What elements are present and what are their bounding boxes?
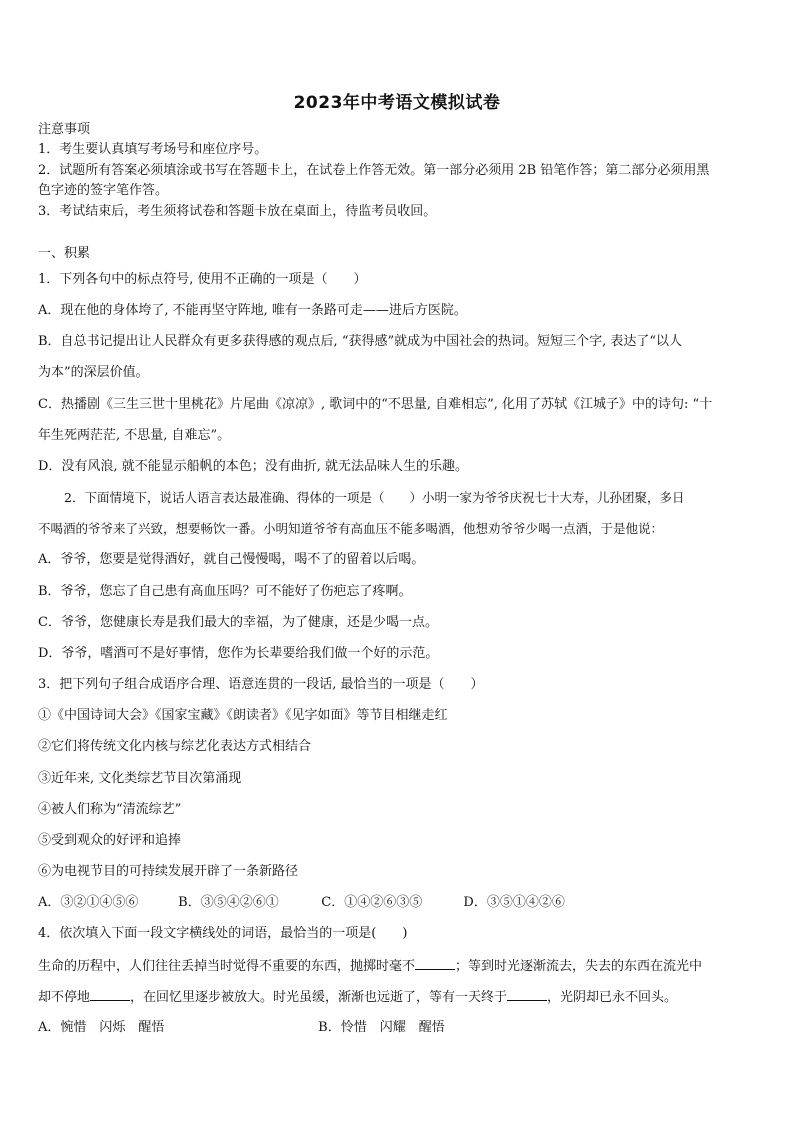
- q3-sentence-2: ②它们将传统文化内核与综艺化表达方式相结合: [38, 739, 312, 754]
- q3-sentence-3: ③近年来, 文化类综艺节目次第涌现: [38, 771, 242, 786]
- q4-passage-text: ，在回忆里逐步被放大。时光虽缓，渐渐也远逝了，等有一天终于: [130, 990, 508, 1005]
- q4-passage-text: 生命的历程中，人们往往丢掉当时觉得不重要的东西，抛掷时毫不: [38, 959, 416, 974]
- answer-blank-2: [90, 988, 130, 1001]
- q3-choice-a: A．③②①④⑤⑥: [38, 895, 139, 910]
- q4-passage-line-2: [38, 988, 758, 1007]
- q3-sentence-6: ⑥为电视节目的可持续发展开辟了一条新路径: [38, 864, 299, 879]
- q3-choice-c: C．①④②⑥③⑤: [321, 895, 423, 910]
- q4-choice-b: B．怜惜 闪耀 醒悟: [318, 1020, 445, 1035]
- notice-item-2-cont: 色字迹的签字笔作答。: [38, 183, 169, 198]
- answer-blank-3: [507, 988, 547, 1001]
- notice-heading: 注意事项: [38, 122, 91, 137]
- q1-option-c: C．热播剧《三生三世十里桃花》片尾曲《凉凉》, 歌词中的“不思量, 自难相忘”, 化用了苏轼《江城子》中的诗句: “十: [38, 397, 713, 412]
- q4-choices: [38, 1019, 758, 1037]
- q3-sentence-1: ①《中国诗词大会》《国家宝藏》《朗读者》《见字如面》等节目相继走红: [38, 708, 448, 723]
- q1-stem: 1．下列各句中的标点符号, 使用不正确的一项是（ ）: [38, 272, 367, 287]
- q2-option-c: C．爷爷，您健康长寿是我们最大的幸福，为了健康，还是少喝一点。: [38, 615, 438, 630]
- notice-item-2: 2．试题所有答案必须填涂或书写在答题卡上，在试卷上作答无效。第一部分必须用 2B 铅笔作答；第二部分必须用黑: [38, 163, 710, 178]
- q1-option-a: A．现在他的身体垮了, 不能再坚守阵地, 唯有一条路可走——进后方医院。: [38, 303, 467, 318]
- q3-choices: [38, 894, 758, 912]
- q2-option-b: B．爷爷，您忘了自己患有高血压吗？可不能好了伤疤忘了疼啊。: [38, 584, 412, 599]
- q3-sentence-5: ⑤受到观众的好评和追捧: [38, 833, 182, 848]
- q3-stem: 3．把下列句子组合成语序合理、语意连贯的一段话, 最恰当的一项是（ ）: [38, 677, 484, 692]
- q4-passage-text: ；等到时光逐渐流去，失去的东西在流光中: [455, 959, 703, 974]
- answer-blank-1: [415, 957, 455, 970]
- q4-passage-line-1: [38, 957, 758, 976]
- q3-choice-d: D．③⑤①④②⑥: [463, 895, 565, 910]
- q1-option-c-cont: 年生死两茫茫, 不思量, 自难忘”。: [38, 428, 231, 443]
- q2-option-a: A．爷爷，您要是觉得酒好，就自己慢慢喝，喝不了的留着以后喝。: [38, 552, 425, 567]
- q4-choice-a: A．惋惜 闪烁 醒悟: [38, 1020, 165, 1035]
- q2-stem: 2．下面情境下，说话人语言表达最准确、得体的一项是（ ）小明一家为爷爷庆祝七十大寿，儿孙团聚，多日: [64, 490, 685, 505]
- q4-passage-text: ，光阴却已永不回头。: [547, 990, 678, 1005]
- q1-option-b: B．自总书记提出让人民群众有更多获得感的观点后, “获得感”就成为中国社会的热词。短短三个字, 表达了“以人: [38, 334, 683, 349]
- section-heading: 一、积累: [38, 246, 91, 261]
- q3-sentence-4: ④被人们称为“清流综艺”: [38, 802, 182, 817]
- notice-item-1: 1．考生要认真填写考场号和座位序号。: [38, 142, 268, 157]
- page-title: 2023年中考语文模拟试卷: [293, 93, 501, 113]
- q1-option-d: D．没有风浪, 就不能显示船帆的本色；没有曲折, 就无法品味人生的乐趣。: [38, 459, 468, 474]
- q2-stem-cont: 不喝酒的爷爷来了兴致，想要畅饮一番。小明知道爷爷有高血压不能多喝酒，他想劝爷爷少喝一点酒，于是他说：: [38, 521, 664, 536]
- q1-option-b-cont: 为本”的深层价值。: [38, 365, 149, 380]
- q4-passage-text: 却不停地: [38, 990, 91, 1005]
- q3-choice-b: B．③⑤④②⑥①: [178, 895, 279, 910]
- q4-stem: 4．依次填入下面一段文字横线处的词语，最恰当的一项是( ): [38, 926, 408, 941]
- notice-item-3: 3．考试结束后，考生须将试卷和答题卡放在桌面上，待监考员收回。: [38, 204, 437, 219]
- q2-option-d: D．爷爷，嗜酒可不是好事情，您作为长辈要给我们做一个好的示范。: [38, 646, 439, 661]
